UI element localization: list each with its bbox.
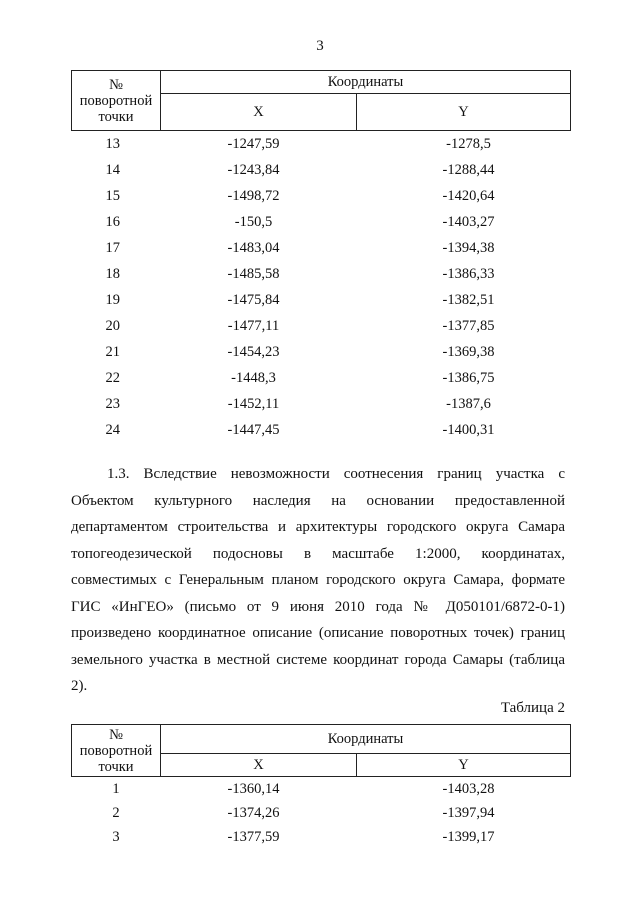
y-coordinate-cell: -1377,85 — [442, 317, 495, 334]
y-coordinate-cell: -1278,5 — [446, 135, 491, 152]
table-row — [72, 391, 571, 417]
paragraph-1-3: 1.3. Вследствие невозможности соотнесения границ участка с Объектом культурного наследия на основании предоставленной департаментом строительства и архитектуры городского округа Самара топогеодезической подосновы в масштабе 1:2000, координатах, совместимых с Генеральным планом городского округа Самара, формате ГИС «ИнГЕО» (письмо от 9 июня 2010 года № Д050101/6872-0-1) произведено координатное описание (описание поворотных точек) границ земельного участка в местной системе координат города Самары (таблица 2). — [71, 466, 565, 694]
table-2-header — [72, 725, 571, 777]
y-coordinate-cell: -1420,64 — [442, 187, 495, 204]
table-row — [72, 157, 571, 183]
coordinates-header: Координаты — [161, 725, 571, 754]
y-coordinate-cell: -1394,38 — [442, 239, 495, 256]
table-row — [72, 287, 571, 313]
page-number: 3 — [316, 38, 324, 54]
x-column-header: X — [161, 94, 357, 131]
x-column-header: X — [161, 754, 357, 777]
x-coordinate-cell: -1360,14 — [227, 780, 280, 797]
point-number-cell: 19 — [105, 291, 120, 308]
point-number-cell: 15 — [105, 187, 120, 204]
point-number-cell: 21 — [105, 343, 120, 360]
point-number-cell: 23 — [105, 395, 120, 412]
y-coordinate-cell: -1400,31 — [442, 421, 495, 438]
table-row — [72, 777, 571, 802]
y-coordinate-cell: -1403,27 — [442, 213, 495, 230]
table-row — [72, 825, 571, 849]
point-number-cell: 18 — [105, 265, 120, 282]
point-number-cell: 14 — [105, 161, 120, 178]
x-coordinate-cell: -1498,72 — [227, 187, 280, 204]
x-coordinate-cell: -1477,11 — [227, 317, 280, 334]
y-coordinate-cell: -1403,28 — [442, 780, 495, 797]
x-coordinate-cell: -1454,23 — [227, 343, 280, 360]
point-number-cell: 1 — [112, 780, 120, 797]
table-2-body — [72, 777, 571, 850]
table-row — [72, 183, 571, 209]
x-coordinate-cell: -1377,59 — [227, 828, 280, 845]
coordinates-table-1 — [71, 70, 571, 443]
x-coordinate-cell: -1452,11 — [227, 395, 280, 412]
table-1-body — [72, 131, 571, 444]
x-coordinate-cell: -1447,45 — [227, 421, 280, 438]
x-coordinate-cell: -1485,58 — [227, 265, 280, 282]
x-coordinate-cell: -150,5 — [234, 213, 273, 230]
x-coordinate-cell: -1448,3 — [231, 369, 276, 386]
x-coordinate-cell: -1247,59 — [227, 135, 280, 152]
table-row — [72, 131, 571, 158]
x-coordinate-cell: -1475,84 — [227, 291, 280, 308]
table-row — [72, 235, 571, 261]
x-coordinate-cell: -1483,04 — [227, 239, 280, 256]
table-row — [72, 365, 571, 391]
y-coordinate-cell: -1397,94 — [442, 804, 495, 821]
table-1-header — [72, 71, 571, 131]
point-number-cell: 2 — [112, 804, 120, 821]
point-number-cell: 24 — [105, 421, 120, 438]
table-row — [72, 417, 571, 443]
y-coordinate-cell: -1369,38 — [442, 343, 495, 360]
y-column-header: Y — [357, 754, 571, 777]
x-coordinate-cell: -1374,26 — [227, 804, 280, 821]
table-row — [72, 801, 571, 825]
y-coordinate-cell: -1387,6 — [446, 395, 491, 412]
point-number-header: № поворотной точки — [72, 725, 161, 777]
x-coordinate-cell: -1243,84 — [227, 161, 280, 178]
y-coordinate-cell: -1382,51 — [442, 291, 495, 308]
y-coordinate-cell: -1399,17 — [442, 828, 495, 845]
table-row — [72, 209, 571, 235]
table-2-caption: Таблица 2 — [500, 700, 565, 716]
y-coordinate-cell: -1288,44 — [442, 161, 495, 178]
y-column-header: Y — [357, 94, 571, 131]
point-number-cell: 13 — [105, 135, 120, 152]
y-coordinate-cell: -1386,33 — [442, 265, 495, 282]
table-row — [72, 313, 571, 339]
table-row — [72, 339, 571, 365]
point-number-cell: 22 — [105, 369, 120, 386]
point-number-cell: 17 — [105, 239, 120, 256]
point-number-cell: 3 — [112, 828, 120, 845]
coordinates-header: Координаты — [161, 71, 571, 94]
coordinates-table-2 — [71, 724, 571, 849]
y-coordinate-cell: -1386,75 — [442, 369, 495, 386]
table-row — [72, 261, 571, 287]
point-number-header: № поворотной точки — [72, 71, 161, 131]
point-number-cell: 16 — [105, 213, 120, 230]
point-number-cell: 20 — [105, 317, 120, 334]
